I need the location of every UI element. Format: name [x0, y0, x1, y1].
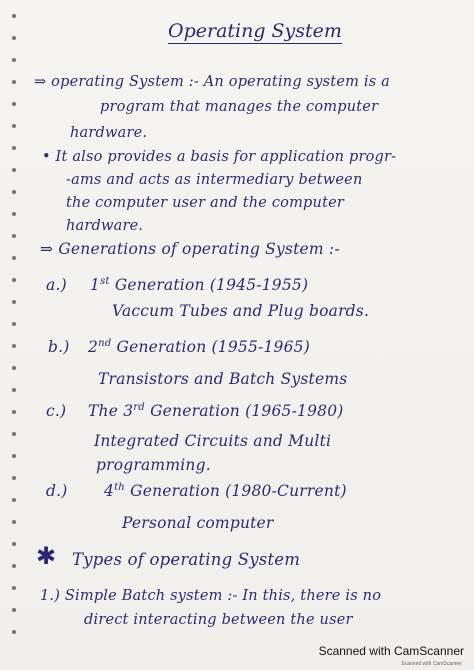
margin-hole: [12, 564, 16, 568]
types-1-line-1: 1.) Simple Batch system :- In this, there is no: [40, 588, 382, 604]
gen-b-text: Generation (1955-1965): [116, 338, 310, 357]
margin-hole: [12, 520, 16, 524]
scanner-watermark-small: Scanned with CamScanner: [401, 661, 462, 667]
gen-a-num: 1: [90, 276, 101, 295]
margin-hole: [12, 388, 16, 392]
gen-d-text: Generation (1980-Current): [130, 482, 347, 501]
margin-hole: [12, 432, 16, 436]
gen-b-num: 2: [88, 338, 99, 357]
margin-hole: [12, 322, 16, 326]
generations-heading: ⇒ Generations of operating System :-: [40, 240, 340, 258]
gen-c-desc-1: Integrated Circuits and Multi: [94, 432, 332, 450]
margin-hole: [12, 102, 16, 106]
bullet-line-1: • It also provides a basis for application progr-: [42, 149, 397, 165]
margin-hole: [12, 80, 16, 84]
gen-b-desc: Transistors and Batch Systems: [98, 370, 348, 388]
margin-hole: [12, 586, 16, 590]
margin-hole: [12, 366, 16, 370]
margin-hole: [12, 234, 16, 238]
margin-hole: [12, 344, 16, 348]
gen-d-title: [104, 482, 347, 500]
gen-b-marker: b.): [48, 338, 70, 356]
margin-hole: [12, 124, 16, 128]
definition-line-3: hardware.: [70, 125, 148, 141]
bullet-line-3: the computer user and the computer: [66, 195, 345, 211]
gen-d-marker: d.): [46, 482, 68, 500]
margin-hole: [12, 14, 16, 18]
gen-c-text: Generation (1965-1980): [150, 402, 344, 421]
gen-d-sup: th: [114, 482, 125, 493]
gen-d-desc: Personal computer: [122, 514, 274, 532]
margin-hole: [12, 190, 16, 194]
margin-hole: [12, 146, 16, 150]
gen-a-text: Generation (1945-1955): [114, 276, 309, 295]
margin-hole: [12, 300, 16, 304]
gen-c-pre: The 3: [88, 402, 134, 421]
margin-hole: [12, 630, 16, 634]
scanner-watermark: Scanned with CamScanner: [318, 644, 464, 658]
gen-a-marker: a.): [46, 276, 67, 294]
margin-hole: [12, 212, 16, 216]
gen-a-sup: st: [100, 276, 110, 287]
margin-hole: [12, 454, 16, 458]
margin-hole: [12, 542, 16, 546]
gen-b-title: [88, 338, 310, 356]
bullet-line-4: hardware.: [66, 218, 144, 234]
gen-c-marker: c.): [46, 402, 67, 420]
definition-line-2: program that manages the computer: [100, 99, 379, 115]
types-1-line-2: direct interacting between the user: [84, 612, 353, 628]
margin-hole: [12, 36, 16, 40]
gen-c-title: [88, 402, 344, 420]
margin-hole: [12, 168, 16, 172]
margin-hole: [12, 278, 16, 282]
gen-a-title: [90, 276, 308, 294]
gen-d-num: 4: [104, 482, 115, 501]
gen-c-sup: rd: [133, 402, 145, 413]
gen-a-desc: Vaccum Tubes and Plug boards.: [112, 302, 370, 320]
margin-hole: [12, 410, 16, 414]
gen-b-sup: nd: [98, 338, 112, 349]
margin-hole: [12, 476, 16, 480]
types-heading: Types of operating System: [72, 550, 301, 569]
bullet-line-2: -ams and acts as intermediary between: [66, 172, 363, 188]
margin-hole: [12, 608, 16, 612]
page-title: Operating System: [168, 20, 342, 42]
margin-hole: [12, 256, 16, 260]
margin-hole: [12, 498, 16, 502]
asterisk-icon: ✱: [36, 542, 57, 570]
definition-line-1: ⇒ operating System :- An operating system is a: [34, 74, 391, 90]
gen-c-desc-2: programming.: [96, 456, 211, 474]
margin-hole: [12, 58, 16, 62]
